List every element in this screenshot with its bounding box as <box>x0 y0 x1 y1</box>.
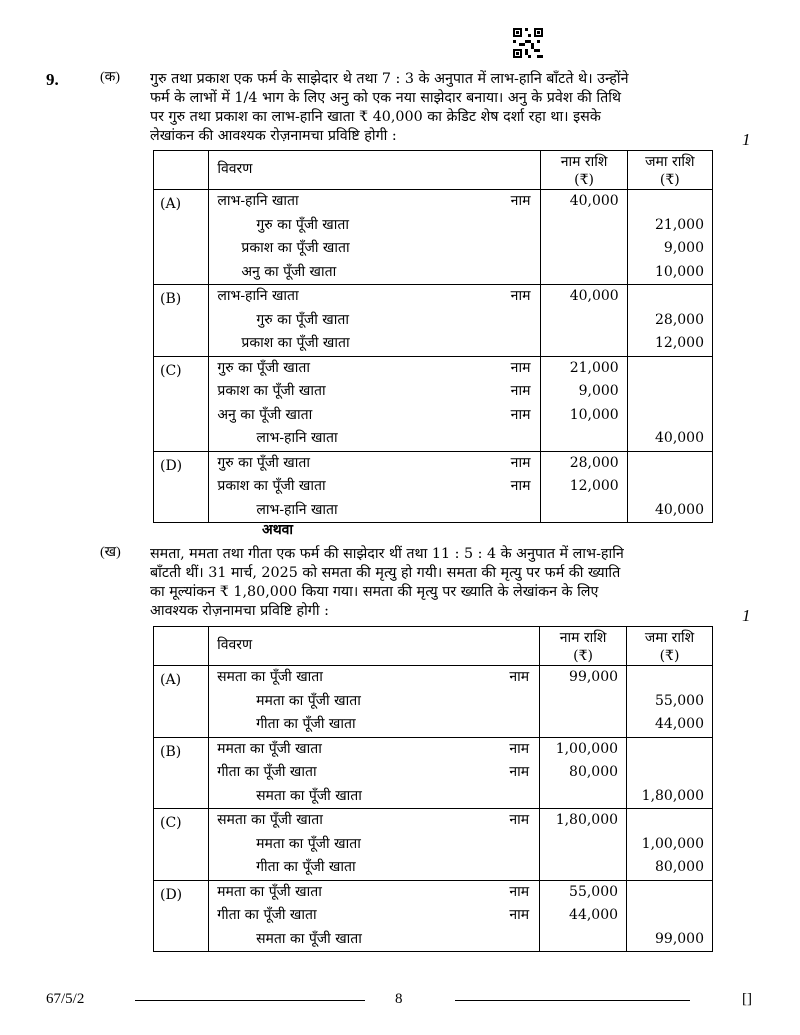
credit-amount <box>628 357 712 381</box>
debit-amount <box>541 261 626 285</box>
account-line <box>209 285 540 309</box>
option-label: (C) <box>154 356 209 451</box>
credit-amount: 9,000 <box>663 240 704 256</box>
header-credit: जमा राशि (₹) <box>627 627 713 666</box>
journal-table-a <box>153 150 713 523</box>
option-label: (A) <box>154 190 209 285</box>
debit-amount: 28,000 <box>569 454 619 471</box>
account-name: गीता का पूँजी खाता <box>217 907 317 923</box>
footer-rule-right <box>455 1000 690 1001</box>
debit-marker: नाम <box>509 669 530 685</box>
journal-entry-option <box>154 737 713 809</box>
debit-marker: नाम <box>509 907 530 923</box>
debit-marker: नाम <box>510 478 531 494</box>
debit-amount <box>541 214 626 238</box>
credit-amount: 99,000 <box>655 930 704 947</box>
debit-amount: 10,000 <box>569 406 619 423</box>
header-credit: जमा राशि (₹) <box>627 151 712 190</box>
debit-marker: नाम <box>510 288 531 304</box>
debit-amount <box>541 237 626 261</box>
account-name: प्रकाश का पूँजी खाता <box>217 478 326 494</box>
credit-cell <box>627 737 713 809</box>
journal-entry-option <box>154 451 713 523</box>
part-b-question-text <box>150 545 715 621</box>
debit-cell <box>541 190 627 285</box>
credit-cell <box>627 356 712 451</box>
debit-amount <box>540 713 626 737</box>
debit-amount: 1,00,000 <box>555 740 619 757</box>
qr-code-icon <box>513 28 543 58</box>
account-line <box>209 380 540 404</box>
question-line: समता, ममता तथा गीता एक फर्म की साझेदार थीं तथा 11 : 5 : 4 के अनुपात में लाभ-हानि <box>150 546 624 562</box>
debit-cell <box>540 809 627 881</box>
account-line <box>209 357 540 381</box>
header-blank <box>154 627 209 666</box>
debit-amount: 80,000 <box>569 764 619 780</box>
credit-amount: 1,00,000 <box>641 835 704 852</box>
account-line <box>209 499 540 523</box>
credit-cell <box>627 285 712 357</box>
debit-cell <box>540 737 627 809</box>
debit-amount: 9,000 <box>578 383 619 399</box>
account-name: ममता का पूँजी खाता <box>256 835 361 852</box>
particulars-cell <box>209 737 540 809</box>
account-line <box>209 214 540 238</box>
account-line <box>209 856 539 880</box>
option-label: (D) <box>154 880 209 952</box>
debit-marker: नाम <box>509 764 530 780</box>
credit-amount: 21,000 <box>655 216 704 233</box>
option-label: (A) <box>154 666 209 738</box>
account-name: लाभ-हानि खाता <box>256 430 338 446</box>
debit-cell <box>541 285 627 357</box>
credit-amount: 40,000 <box>655 430 704 446</box>
debit-marker: नाम <box>509 883 530 900</box>
account-line <box>209 237 540 261</box>
header-debit: नाम राशि (₹) <box>541 151 627 190</box>
header-particulars: विवरण <box>209 151 541 190</box>
debit-amount <box>540 856 626 880</box>
page-number: 8 <box>395 991 403 1007</box>
account-line <box>209 761 539 785</box>
account-name: अनु का पूँजी खाता <box>241 263 337 280</box>
account-name: ममता का पूँजी खाता <box>217 883 322 900</box>
account-name: लाभ-हानि खाता <box>217 288 299 304</box>
question-line: आवश्यक रोज़नामचा प्रविष्टि होगी : <box>150 603 329 619</box>
debit-marker: नाम <box>509 740 530 757</box>
particulars-cell <box>209 356 541 451</box>
debit-marker: नाम <box>510 406 531 423</box>
debit-amount <box>540 690 626 714</box>
credit-amount <box>628 380 712 404</box>
account-line <box>209 881 539 905</box>
debit-cell <box>540 880 627 952</box>
account-name: गीता का पूँजी खाता <box>256 716 356 732</box>
question-line: का मूल्यांकन ₹ 1,80,000 किया गया। समता की मृत्यु पर ख्याति के लेखांकन के लिए <box>150 584 599 600</box>
debit-amount: 40,000 <box>569 193 619 209</box>
account-line <box>209 332 540 356</box>
credit-amount <box>627 809 712 833</box>
particulars-cell <box>209 809 540 881</box>
part-a-question-text <box>150 70 715 146</box>
credit-amount: 1,80,000 <box>641 787 704 804</box>
account-line <box>209 404 540 428</box>
credit-cell <box>627 666 713 738</box>
account-name: लाभ-हानि खाता <box>217 193 299 209</box>
debit-cell <box>541 356 627 451</box>
account-line <box>209 261 540 285</box>
credit-amount <box>627 881 712 905</box>
paper-code: 67/5/2 <box>46 991 85 1007</box>
account-name: गुरु का पूँजी खाता <box>217 359 310 376</box>
particulars-cell <box>209 451 541 523</box>
account-line <box>209 928 539 952</box>
credit-amount: 28,000 <box>655 311 704 328</box>
question-line: लेखांकन की आवश्यक रोज़नामचा प्रविष्टि होगी : <box>150 128 397 144</box>
credit-amount: 55,000 <box>655 692 704 709</box>
account-name: प्रकाश का पूँजी खाता <box>241 240 350 256</box>
account-line <box>209 452 540 476</box>
debit-marker: नाम <box>510 383 531 399</box>
debit-amount: 55,000 <box>569 883 619 900</box>
debit-amount <box>541 427 626 451</box>
account-name: प्रकाश का पूँजी खाता <box>217 383 326 399</box>
or-separator: अथवा <box>262 522 294 538</box>
account-line <box>209 713 539 737</box>
debit-amount <box>541 332 626 356</box>
part-a-label: (क) <box>100 70 121 85</box>
credit-cell <box>627 880 713 952</box>
account-name: लाभ-हानि खाता <box>256 501 338 518</box>
account-name: समता का पूँजी खाता <box>256 930 362 947</box>
particulars-cell <box>209 666 540 738</box>
account-name: गुरु का पूँजी खाता <box>217 454 310 471</box>
footer-rule-left <box>135 1000 365 1001</box>
account-line <box>209 690 539 714</box>
account-name: समता का पूँजी खाता <box>256 787 362 804</box>
particulars-cell <box>209 880 540 952</box>
credit-amount <box>627 738 712 762</box>
header-debit: नाम राशि (₹) <box>540 627 627 666</box>
credit-amount <box>628 475 712 499</box>
account-name: अनु का पूँजी खाता <box>217 406 313 423</box>
question-line: गुरु तथा प्रकाश एक फर्म के साझेदार थे तथा 7 : 3 के अनुपात में लाभ-हानि बाँटते थे। उन्होंने <box>150 71 629 87</box>
debit-amount: 1,80,000 <box>555 812 619 828</box>
debit-amount: 40,000 <box>569 288 619 304</box>
credit-cell <box>627 809 713 881</box>
journal-entry-option <box>154 285 713 357</box>
debit-cell <box>540 666 627 738</box>
question-line: पर गुरु तथा प्रकाश का लाभ-हानि खाता ₹ 40,000 का क्रेडिट शेष दर्शा रहा था। इसके <box>150 109 601 125</box>
credit-cell <box>627 451 712 523</box>
credit-cell <box>627 190 712 285</box>
journal-table-b <box>153 626 713 952</box>
footer-box: [] <box>742 991 752 1007</box>
credit-amount <box>628 452 712 476</box>
debit-amount <box>540 785 626 809</box>
account-line <box>209 785 539 809</box>
account-name: समता का पूँजी खाता <box>217 669 323 685</box>
account-name: ममता का पूँजी खाता <box>217 740 322 757</box>
credit-amount <box>628 190 712 214</box>
debit-cell <box>541 451 627 523</box>
debit-marker: नाम <box>509 812 530 828</box>
account-line <box>209 833 539 857</box>
journal-entry-option <box>154 190 713 285</box>
account-line <box>209 427 540 451</box>
option-label: (B) <box>154 285 209 357</box>
account-name: ममता का पूँजी खाता <box>256 692 361 709</box>
option-label: (B) <box>154 737 209 809</box>
part-b-label: (ख) <box>100 545 121 560</box>
question-line: बाँटती थीं। 31 मार्च, 2025 को समता की मृत्यु हो गयी। समता की मृत्यु पर फर्म की ख्याति <box>150 565 621 581</box>
question-number: 9. <box>46 70 59 89</box>
particulars-cell <box>209 285 541 357</box>
journal-entry-option <box>154 666 713 738</box>
credit-amount: 10,000 <box>655 263 704 280</box>
credit-amount: 44,000 <box>655 716 704 732</box>
debit-marker: नाम <box>510 359 531 376</box>
account-name: गीता का पूँजी खाता <box>256 859 356 875</box>
account-line <box>209 475 540 499</box>
credit-amount <box>628 285 712 309</box>
credit-amount: 12,000 <box>655 335 704 351</box>
debit-amount: 21,000 <box>569 359 619 376</box>
debit-amount <box>540 928 626 952</box>
debit-amount: 44,000 <box>569 907 619 923</box>
debit-amount: 12,000 <box>569 478 619 494</box>
journal-entry-option <box>154 880 713 952</box>
journal-entry-option <box>154 356 713 451</box>
part-b-marks: 1 <box>742 606 751 625</box>
credit-amount: 40,000 <box>655 501 704 518</box>
account-line <box>209 738 539 762</box>
credit-amount: 80,000 <box>655 859 704 875</box>
account-line <box>209 809 539 833</box>
particulars-cell <box>209 190 541 285</box>
credit-amount <box>627 761 712 785</box>
journal-entry-option <box>154 809 713 881</box>
account-line <box>209 666 539 690</box>
account-line <box>209 904 539 928</box>
account-line <box>209 309 540 333</box>
credit-amount <box>627 666 712 690</box>
account-line <box>209 190 540 214</box>
credit-amount <box>628 404 712 428</box>
header-particulars: विवरण <box>209 627 540 666</box>
header-blank <box>154 151 209 190</box>
account-name: प्रकाश का पूँजी खाता <box>241 335 350 351</box>
debit-amount <box>541 309 626 333</box>
debit-marker: नाम <box>510 193 531 209</box>
account-name: गुरु का पूँजी खाता <box>256 216 349 233</box>
question-line: फर्म के लाभों में 1/4 भाग के लिए अनु को एक नया साझेदार बनाया। अनु के प्रवेश की तिथि <box>150 90 622 106</box>
option-label: (D) <box>154 451 209 523</box>
debit-amount <box>541 499 626 523</box>
option-label: (C) <box>154 809 209 881</box>
credit-amount <box>627 904 712 928</box>
debit-amount: 99,000 <box>569 669 619 685</box>
debit-amount <box>540 833 626 857</box>
part-a-marks: 1 <box>742 130 751 149</box>
debit-marker: नाम <box>510 454 531 471</box>
account-name: गुरु का पूँजी खाता <box>256 311 349 328</box>
account-name: गीता का पूँजी खाता <box>217 764 317 780</box>
account-name: समता का पूँजी खाता <box>217 812 323 828</box>
